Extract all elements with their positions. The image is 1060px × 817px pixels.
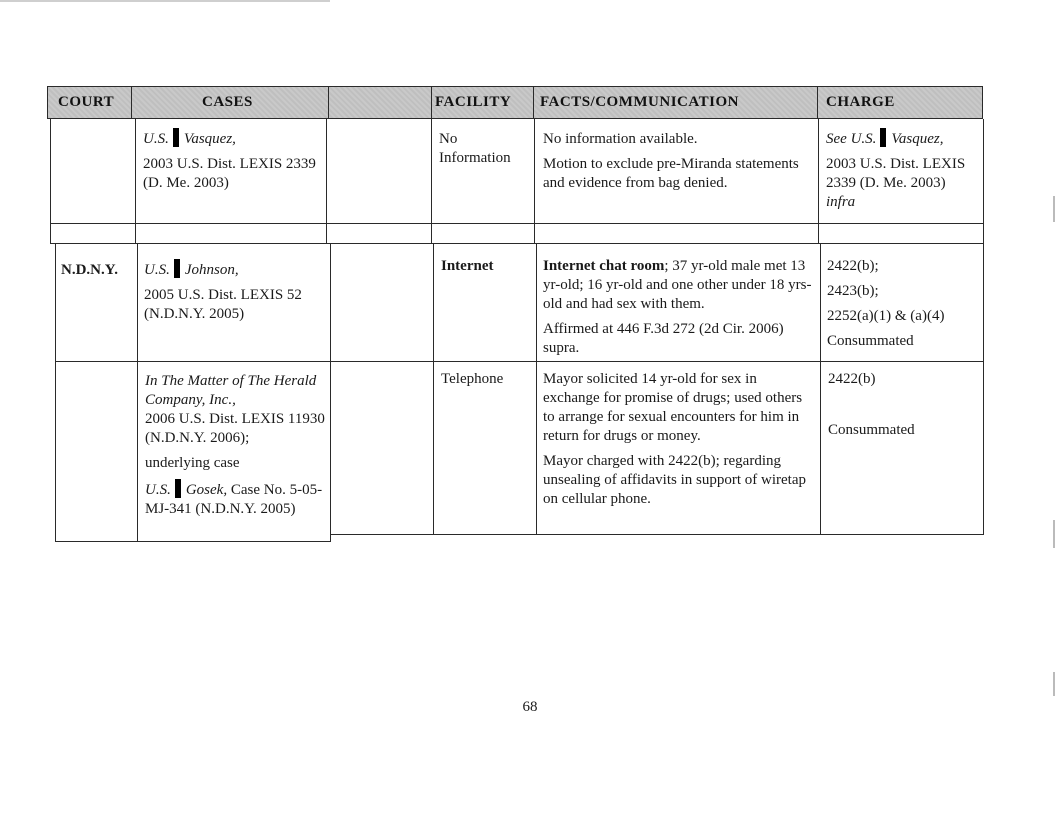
row-divider — [330, 534, 984, 535]
charge-statute: 2423(b); — [827, 283, 879, 299]
charge-statute: 2422(b) — [828, 371, 876, 387]
column-divider — [433, 243, 434, 534]
header-divider — [328, 86, 329, 119]
header-divider — [533, 86, 534, 119]
column-divider — [135, 119, 136, 223]
redaction-mark — [175, 479, 181, 498]
header-court: COURT — [58, 94, 115, 110]
charge-infra: infra — [826, 194, 856, 210]
table-row-1-facility: No Information — [439, 131, 511, 166]
facts-lead: Internet chat room — [543, 258, 665, 274]
table-header — [47, 86, 983, 119]
column-divider — [326, 223, 327, 243]
header-facts: FACTS/COMMUNICATION — [540, 94, 739, 110]
column-divider — [818, 223, 819, 243]
table-row-2-facts — [543, 257, 815, 358]
top-divider — [0, 0, 330, 2]
case-name: Vasquez, — [183, 131, 236, 147]
table-row-3-facts — [543, 370, 815, 509]
page-number: 68 — [522, 699, 538, 715]
table-row-2-charge — [827, 257, 982, 351]
table-row-1-facts — [543, 130, 813, 193]
facts-text: Mayor solicited 14 yr-old for sex in exchange for promise of drugs; used others to arrange for sexual encounters for him in return for drugs or money. — [543, 371, 803, 444]
header-cases: CASES — [202, 94, 253, 110]
column-divider — [431, 119, 432, 223]
facts-text: Motion to exclude pre-Miranda statements and evidence from bag denied. — [543, 156, 799, 191]
case-citation: 2003 U.S. Dist. LEXIS 2339 (D. Me. 2003) — [143, 156, 316, 191]
scan-edge-mark — [1053, 672, 1055, 696]
table-row-3-charge — [828, 370, 982, 440]
case-name-prefix: U.S. — [143, 131, 169, 147]
charge-statute: 2422(b); — [827, 258, 879, 274]
table-row-2-court: N.D.N.Y. — [61, 262, 118, 278]
case-name-prefix: U.S. — [145, 482, 171, 498]
row-divider — [55, 541, 331, 542]
redaction-mark — [174, 259, 180, 278]
table-row-1-case — [143, 128, 323, 193]
row-divider — [55, 361, 984, 362]
charge-case-name: Vasquez, — [891, 131, 944, 147]
row-divider — [50, 243, 984, 244]
charge-citation: 2003 U.S. Dist. LEXIS 2339 (D. Me. 2003) — [826, 156, 966, 191]
charge-status: Consummated — [828, 422, 915, 438]
charge-see-ref: See U.S. — [826, 131, 877, 147]
column-divider — [536, 243, 537, 534]
case-name: Johnson, — [184, 262, 239, 278]
charge-statute: 2252(a)(1) & (a)(4) — [827, 308, 945, 324]
header-divider — [817, 86, 818, 119]
column-divider — [820, 243, 821, 534]
table-row-2-facility: Internet — [441, 258, 494, 274]
charge-status: Consummated — [827, 333, 914, 349]
facts-text: No information available. — [543, 131, 698, 147]
case-title: In The Matter of The Herald Company, Inc., — [145, 373, 317, 408]
header-divider — [131, 86, 132, 119]
column-divider — [534, 223, 535, 243]
table-row-1-charge — [826, 128, 981, 212]
table-row-2-case — [144, 259, 326, 324]
row-divider — [50, 223, 984, 224]
case-number: Case No. 5-05-MJ-341 (N.D.N.Y. 2005) — [145, 482, 323, 517]
table-border — [50, 119, 51, 243]
table-row-3-facility: Telephone — [441, 371, 504, 387]
redaction-mark — [173, 128, 179, 147]
facts-text: Mayor charged with 2422(b); regarding unsealing of affidavits in support of wiretap on cellular phone. — [543, 453, 806, 507]
column-divider — [431, 223, 432, 243]
column-divider — [330, 243, 331, 542]
redaction-mark — [880, 128, 886, 147]
column-divider — [818, 119, 819, 223]
scan-edge-mark — [1053, 196, 1055, 222]
column-divider — [135, 223, 136, 243]
header-facility: FACILITY — [435, 94, 512, 110]
case-note: underlying case — [145, 455, 240, 471]
table-row-3-case — [145, 372, 327, 519]
column-divider — [137, 243, 138, 542]
table-border — [55, 243, 56, 542]
case-name: Gosek, — [185, 482, 228, 498]
header-divider — [431, 86, 432, 119]
case-name-prefix: U.S. — [144, 262, 170, 278]
facts-text: Affirmed at 446 F.3d 272 (2d Cir. 2006) supra. — [543, 321, 784, 356]
header-charge: CHARGE — [826, 94, 895, 110]
table-border — [983, 119, 984, 534]
column-divider — [534, 119, 535, 223]
column-divider — [326, 119, 327, 223]
case-citation: 2005 U.S. Dist. LEXIS 52 (N.D.N.Y. 2005) — [144, 287, 302, 322]
facts-text: ; 37 yr-old male met 13 yr-old; 16 yr-old and one other under 18 yrs-old and had sex with them. — [543, 258, 812, 312]
scan-edge-mark — [1053, 520, 1055, 548]
case-citation: 2006 U.S. Dist. LEXIS 11930 (N.D.N.Y. 2006); — [145, 411, 325, 446]
